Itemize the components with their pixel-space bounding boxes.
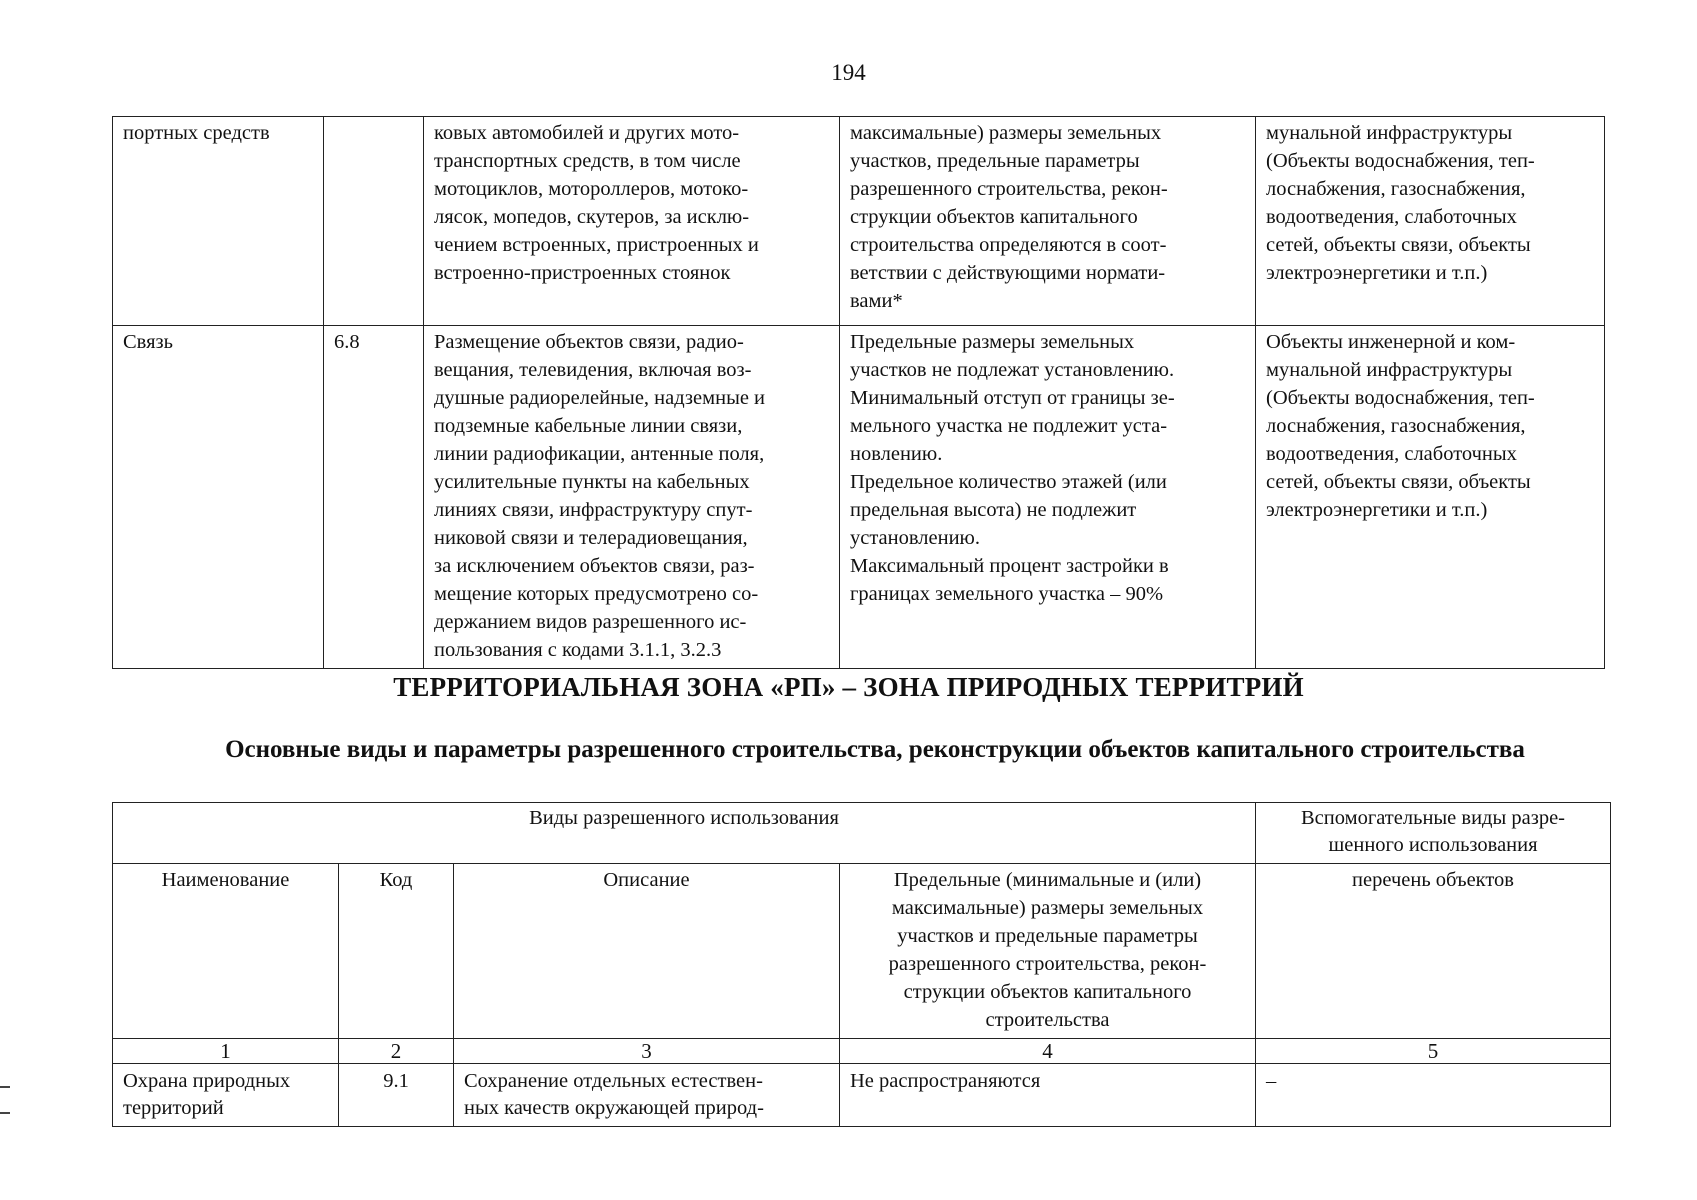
cell-limits: Предельные размеры земельных участков не подлежат установлению. Минимальный отступ от границы зе- мельного участка не подлежит уста- новлению. Предельное количество этажей (или предельная высота) не подлежит установлению. Максимальный процент застройки в границах земельного участка – 90% [840,326,1256,669]
cell-code [324,117,424,326]
zone-title: ТЕРРИТОРИАЛЬНАЯ ЗОНА «РП» – ЗОНА ПРИРОДНЫХ ТЕРРИТРИЙ [393,672,1304,702]
cell-limits: Не распространяются [840,1064,1256,1127]
cell-code: 9.1 [339,1064,454,1127]
cell-code: 6.8 [324,326,424,669]
cell-auxiliary: мунальной инфраструктуры (Объекты водоснабжения, теп- лоснабжения, газоснабжения, водоотведения, слаботочных сетей, объекты связи, объекты электроэнергетики и т.п.) [1256,117,1605,326]
column-header-code: Код [339,864,454,1039]
column-header-limits: Предельные (минимальные и (или) максимальные) размеры земельных участков и предельные параметры разрешенного строительства, рекон- струкции объектов капитального строительства [840,864,1256,1039]
continued-table [112,116,1605,669]
column-number: 5 [1256,1039,1611,1064]
table-group-header [113,803,1611,864]
section-title: Основные виды и параметры разрешенного строительства, реконструкции объектов капитального строительства [225,736,1525,763]
column-header-description: Описание [454,864,840,1039]
group-header-auxiliary-uses: Вспомогательные виды разре- шенного использования [1256,803,1611,864]
column-number: 3 [454,1039,840,1064]
table-row [113,326,1605,669]
table-column-header [113,864,1611,1039]
table-row [113,1064,1611,1127]
page-number: 194 [831,60,866,85]
margin-mark [0,1086,10,1088]
cell-description: Размещение объектов связи, радио- вещания, телевидения, включая воз- душные радиорелейные, надземные и подземные кабельные линии связи, линии радиофикации, антенные поля, усилительные пункты на кабельных линиях связи, инфраструктуру спут- никовой связи и телерадиовещания, за исключением объектов связи, раз- мещение которых предусмотрено со- держанием видов разрешенного ис- пользования с кодами 3.1.1, 3.2.3 [424,326,840,669]
cell-name: портных средств [113,117,324,326]
column-number: 2 [339,1039,454,1064]
table-row [113,117,1605,326]
column-header-objects: перечень объектов [1256,864,1611,1039]
main-table [112,802,1611,1127]
cell-name: Охрана природных территорий [113,1064,339,1127]
cell-description: Сохранение отдельных естествен- ных качеств окружающей природ- [454,1064,840,1127]
table-column-numbers [113,1039,1611,1064]
cell-auxiliary: Объекты инженерной и ком- мунальной инфраструктуры (Объекты водоснабжения, теп- лоснабжения, газоснабжения, водоотведения, слаботочных сетей, объекты связи, объекты электроэнергетики и т.п.) [1256,326,1605,669]
cell-auxiliary: – [1256,1064,1611,1127]
column-number: 1 [113,1039,339,1064]
column-header-name: Наименование [113,864,339,1039]
cell-limits: максимальные) размеры земельных участков, предельные параметры разрешенного строительства, рекон- струкции объектов капитального строительства определяются в соот- ветствии с действующими нормати- вами* [840,117,1256,326]
cell-name: Связь [113,326,324,669]
margin-mark [0,1112,10,1114]
cell-description: ковых автомобилей и других мото- транспортных средств, в том числе мотоциклов, мотороллеров, мотоко- лясок, мопедов, скутеров, за исклю- чением встроенных, пристроенных и встроенно-пристроенных стоянок [424,117,840,326]
group-header-permitted-uses: Виды разрешенного использования [113,803,1256,864]
column-number: 4 [840,1039,1256,1064]
